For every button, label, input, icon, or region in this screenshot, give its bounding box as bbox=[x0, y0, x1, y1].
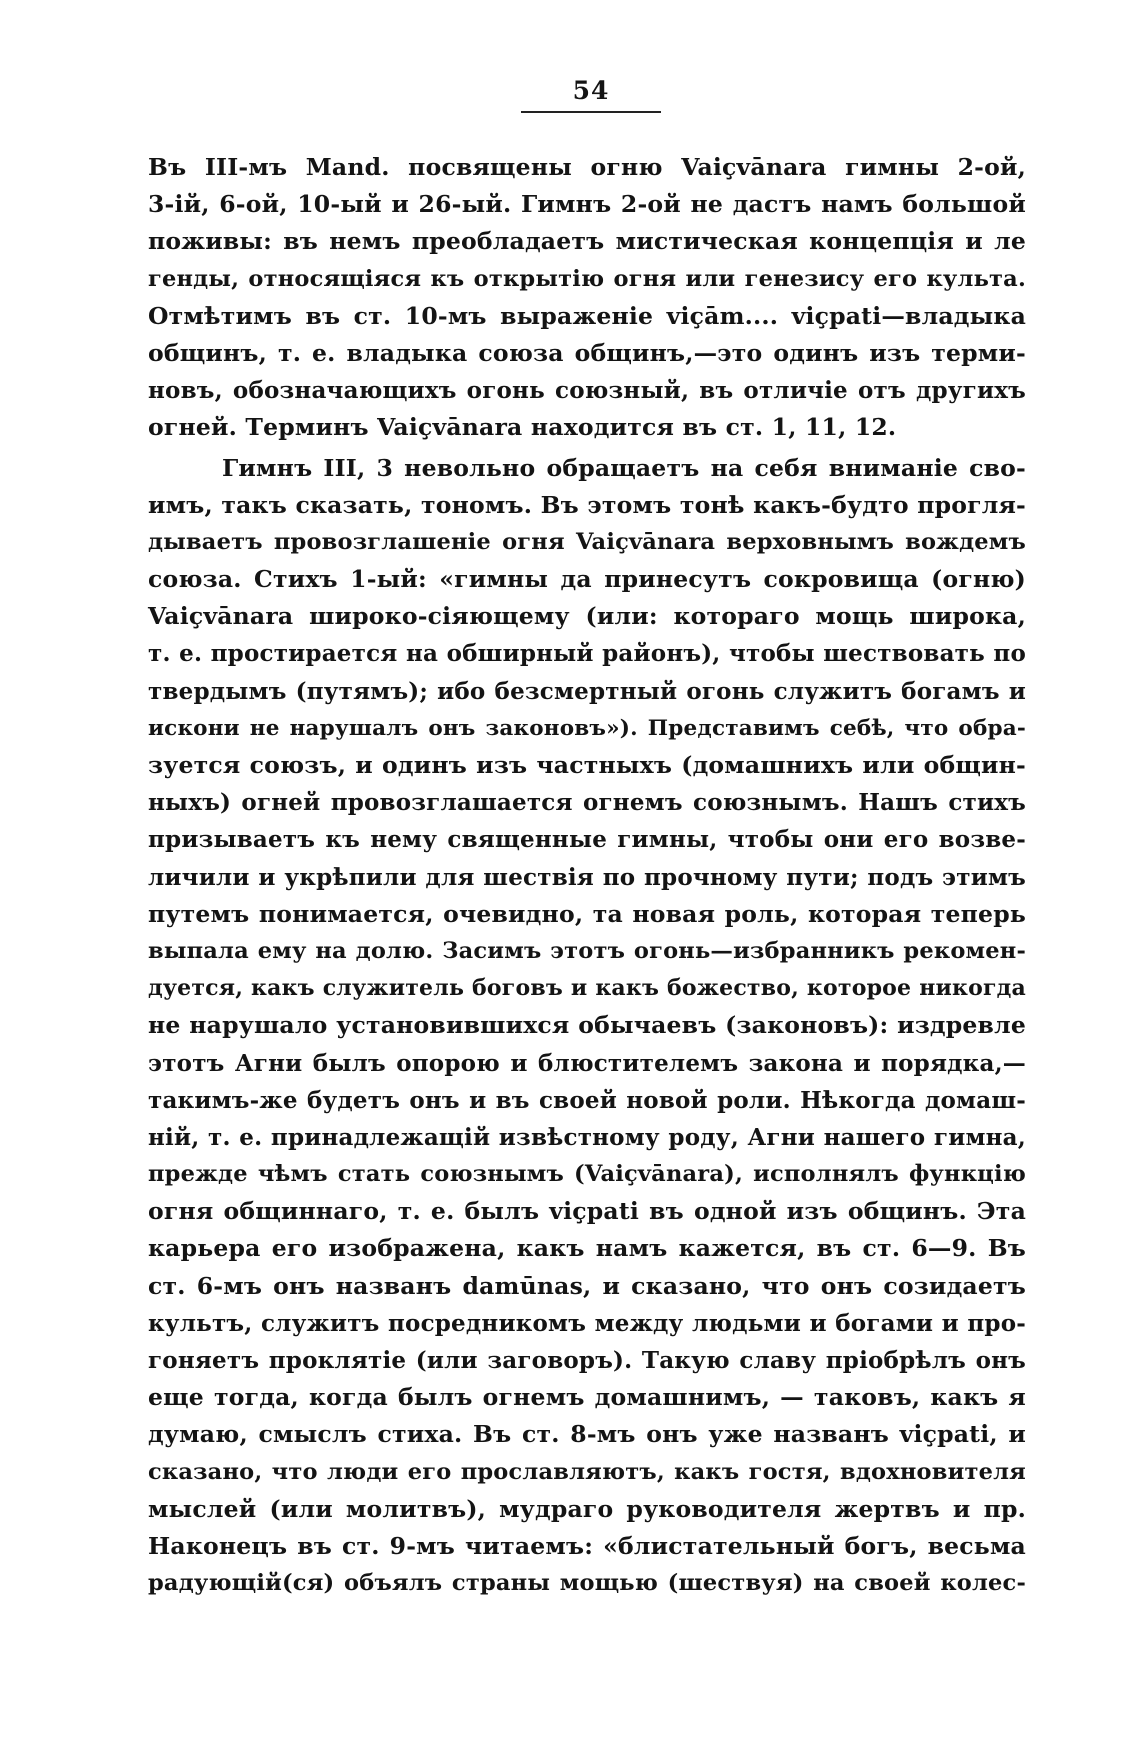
text-line: Наконецъ въ ст. 9-мъ читаемъ: «блистательный богъ, весьма bbox=[148, 1531, 1026, 1560]
page-number-rule bbox=[521, 111, 661, 113]
text-line: союза. Стихъ 1-ый: «гимны да принесутъ сокровища (огню) bbox=[148, 565, 1026, 594]
text-line: призываетъ къ нему священные гимны, чтобы они его возве- bbox=[148, 826, 1026, 854]
text-line: путемъ понимается, очевидно, та новая роль, которая теперь bbox=[148, 899, 1026, 928]
text-line: культъ, служитъ посредникомъ между людьми и богами и про- bbox=[148, 1309, 1026, 1337]
text-line: генды, относящіяся къ открытію огня или генезису его культа. bbox=[148, 265, 1026, 292]
text-line: прежде чѣмъ стать союзнымъ (Vaiçvānara), исполнялъ функцію bbox=[148, 1161, 1026, 1188]
text-line: имъ, такъ сказать, тономъ. Въ этомъ тонѣ какъ-будто прогля- bbox=[148, 490, 1026, 519]
text-line: еще тогда, когда былъ огнемъ домашнимъ, — таковъ, какъ я bbox=[148, 1383, 1026, 1412]
text-line: радующій(ся) объялъ страны мощью (шествуя) на своей колес- bbox=[148, 1570, 1026, 1597]
text-line: гоняетъ проклятіе (или заговоръ). Такую славу пріобрѣлъ онъ bbox=[148, 1347, 1026, 1374]
text-line: огней. Терминъ Vaiçvānara находится въ ст. 1, 11, 12. bbox=[148, 413, 897, 442]
text-line: такимъ-же будетъ онъ и въ своей новой роли. Нѣкогда домаш- bbox=[148, 1086, 1026, 1114]
paragraph-2 bbox=[148, 450, 1026, 1603]
text-line: ныхъ) огней провозглашается огнемъ союзнымъ. Нашъ стихъ bbox=[148, 789, 1026, 817]
text-line: не нарушало установившихся обычаевъ (законовъ): издревле bbox=[148, 1011, 1026, 1040]
page-number: 54 bbox=[572, 76, 610, 105]
text-line: личили и укрѣпили для шествія по прочному пути; подъ этимъ bbox=[148, 863, 1026, 891]
text-line: зуется союзъ, и одинъ изъ частныхъ (домашнихъ или общин- bbox=[148, 751, 1026, 779]
text-line: дуется, какъ служитель боговъ и какъ божество, которое никогда bbox=[148, 975, 1026, 1002]
text-line: сказано, что люди его прославляютъ, какъ гостя, вдохновителя bbox=[148, 1458, 1026, 1485]
text-line: Въ III-мъ Mand. посвящены огню Vaiçvānara гимны 2-ой, bbox=[148, 153, 1026, 181]
text-line: т. е. простирается на обширный районъ), чтобы шествовать по bbox=[148, 640, 1026, 668]
text-line: дываетъ провозглашеніе огня Vaiçvānara верховнымъ вождемъ bbox=[148, 528, 1026, 555]
text-line: мыслей (или молитвъ), мудраго руководителя жертвъ и пр. bbox=[148, 1494, 1026, 1523]
paragraph-1 bbox=[148, 149, 1026, 447]
text-line: Vaiçvānara широко-сіяющему (или: котораго мощь широка, bbox=[148, 602, 1026, 631]
text-line: думаю, смыслъ стиха. Въ ст. 8-мъ онъ уже названъ viçpati, и bbox=[148, 1420, 1026, 1449]
text-line: карьера его изображена, какъ намъ кажется, въ ст. 6—9. Въ bbox=[148, 1234, 1026, 1263]
text-line: огня общиннаго, т. е. былъ viçpati въ одной изъ общинъ. Эта bbox=[148, 1197, 1026, 1226]
text-line: искони не нарушалъ онъ законовъ»). Представимъ себѣ, что обра- bbox=[148, 715, 1026, 741]
text-line: выпала ему на долю. Засимъ этотъ огонь—избранникъ рекомен- bbox=[148, 937, 1026, 964]
text-line: ст. 6-мъ онъ названъ damūnas, и сказано, что онъ созидаетъ bbox=[148, 1271, 1026, 1300]
text-line: твердымъ (путямъ); ибо безсмертный огонь служитъ богамъ и bbox=[148, 677, 1026, 705]
text-line: новъ, обозначающихъ огонь союзный, въ отличіе отъ другихъ bbox=[148, 377, 1026, 405]
text-line: 3-ій, 6-ой, 10-ый и 26-ый. Гимнъ 2-ой не дастъ намъ большой bbox=[148, 190, 1026, 219]
text-line: поживы: въ немъ преобладаетъ мистическая концепція и ле bbox=[148, 227, 1026, 256]
text-line: Отмѣтимъ въ ст. 10-мъ выраженіе viçām.... viçpati—владыка bbox=[148, 301, 1026, 330]
text-line: общинъ, т. е. владыка союза общинъ,—это одинъ изъ терми- bbox=[148, 338, 1026, 367]
body-text bbox=[148, 149, 1026, 1602]
text-line: Гимнъ III, 3 невольно обращаетъ на себя вниманіе сво- bbox=[222, 453, 1026, 482]
text-line: этотъ Агни былъ опорою и блюстителемъ закона и порядка,— bbox=[148, 1049, 1026, 1077]
text-line: ній, т. е. принадлежащій извѣстному роду, Агни нашего гимна, bbox=[148, 1123, 1026, 1151]
